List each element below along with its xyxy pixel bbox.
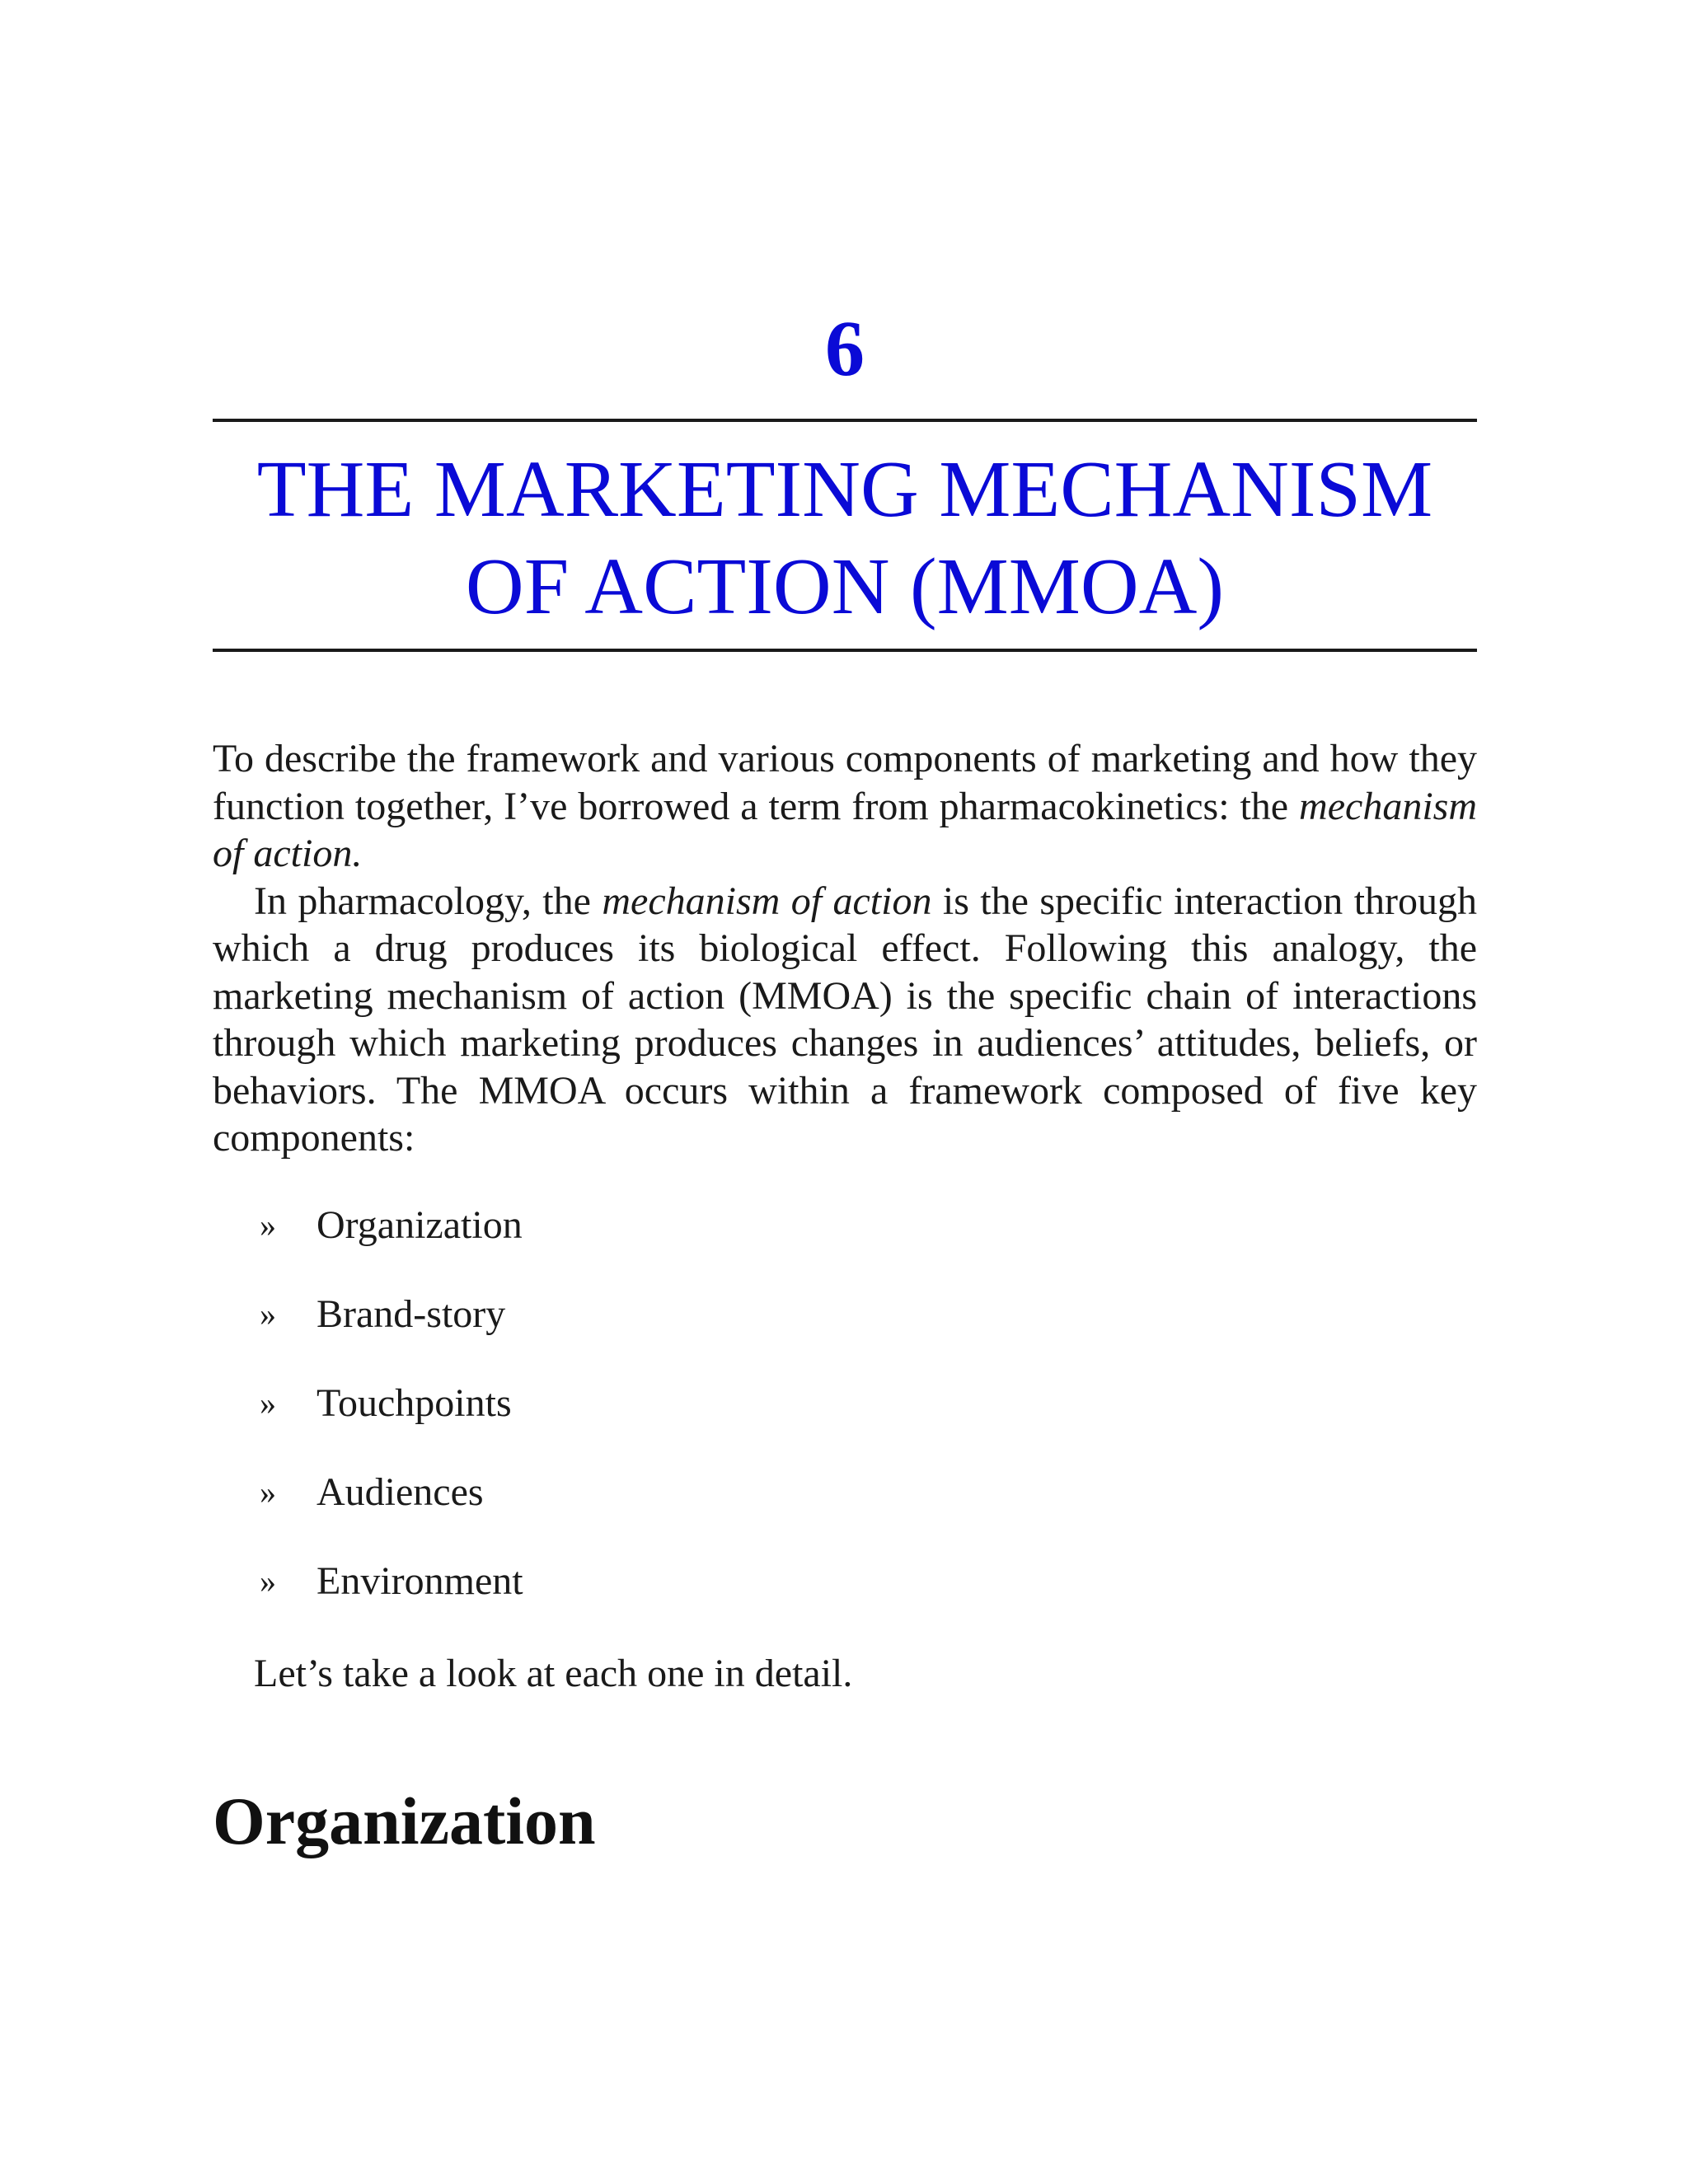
bullet-marker: » — [260, 1385, 276, 1422]
chapter-title — [213, 441, 1477, 635]
bullet-marker: » — [260, 1474, 276, 1511]
list-item-text: Environment — [316, 1559, 523, 1603]
bullet-marker: » — [260, 1563, 276, 1600]
paragraph-1-italic: mechanism of action. — [213, 784, 1477, 875]
list-item-text: Brand-story — [316, 1292, 506, 1336]
paragraph-2 — [213, 878, 1477, 1162]
body-text — [213, 735, 1477, 1162]
closing-line: Let’s take a look at each one in detail. — [254, 1652, 853, 1695]
bullet-marker: » — [260, 1296, 276, 1333]
list-item — [213, 1558, 1477, 1647]
chapter-number: 6 — [825, 304, 865, 392]
component-list — [213, 1202, 1477, 1647]
list-item-text: Organization — [316, 1203, 523, 1247]
list-item-text: Touchpoints — [316, 1381, 512, 1425]
list-item-text: Audiences — [316, 1470, 484, 1514]
paragraph-2-lead: In pharmacology, the — [254, 879, 603, 923]
section-heading: Organization — [213, 1783, 596, 1858]
paragraph-1 — [213, 735, 1477, 878]
list-item — [213, 1202, 1477, 1291]
paragraph-2-rest: is the specific interaction through which a drug produces its biological effect. Following this analogy, the marketing mechanism of action (MMOA) is the specific chain of interactions through which marketing produces changes in audiences’ attitudes, beliefs, or behaviors. The MMOA occurs within a framework composed of five key components: — [213, 879, 1478, 1160]
bullet-marker: » — [260, 1207, 276, 1244]
paragraph-1-text: To describe the framework and various components of marketing and how they function together, I’ve borrowed a term from pharmacokinetics: the — [213, 737, 1477, 828]
title-rule-top — [213, 419, 1477, 422]
title-rule-bottom — [213, 649, 1477, 652]
list-item — [213, 1469, 1477, 1558]
chapter-title-line-1: THE MARKETING MECHANISM — [256, 445, 1433, 534]
list-item — [213, 1291, 1477, 1380]
list-item — [213, 1380, 1477, 1469]
paragraph-2-italic: mechanism of action — [602, 879, 932, 923]
chapter-title-line-2: OF ACTION (MMOA) — [465, 542, 1225, 631]
